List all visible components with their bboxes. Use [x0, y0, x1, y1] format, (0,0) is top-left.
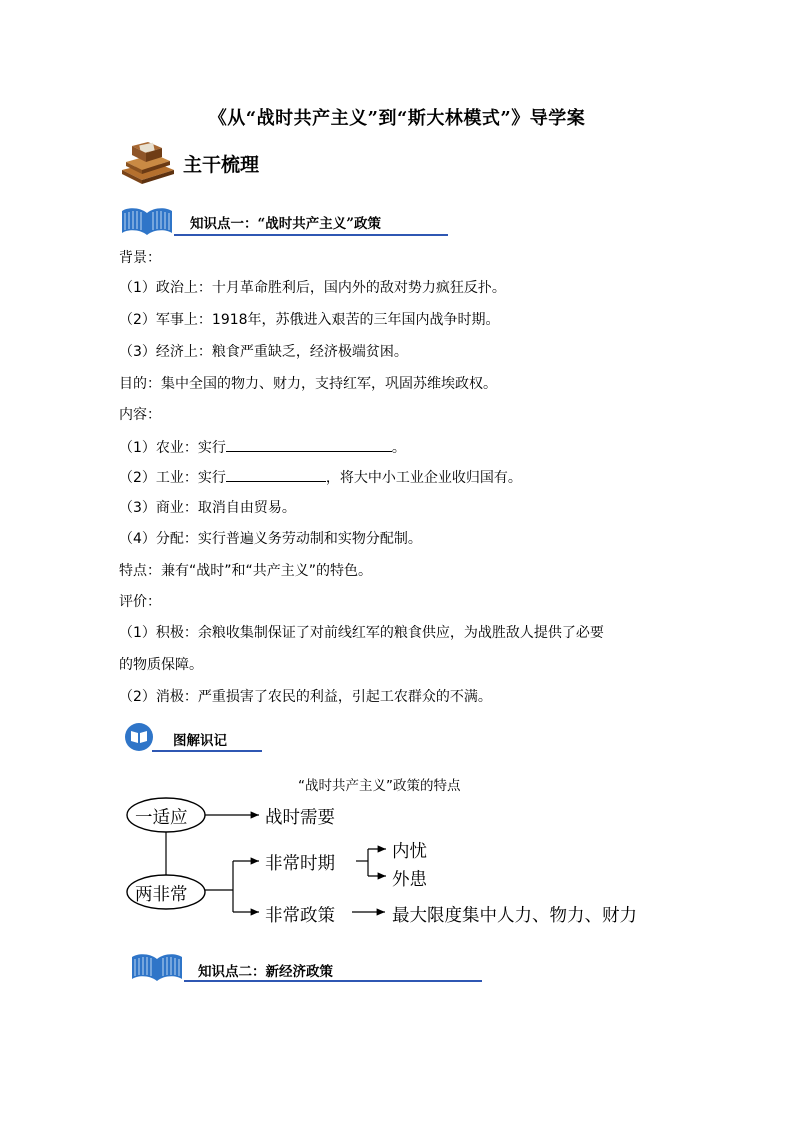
content-industry-end: ，将大中小工业企业收归国有。 [325, 470, 522, 486]
node-adapt-label: 一适应 [135, 808, 188, 828]
text-line: （4）分配：实行普遍义务劳动制和实物分配制。 [119, 531, 422, 547]
section2-underline [184, 980, 482, 982]
branch1-label: 非常时期 [265, 854, 335, 874]
content-agriculture-end: 。 [391, 440, 406, 456]
section1-heading: 知识点一：“战时共产主义”政策 [190, 216, 382, 232]
diagram-caption: “战时共产主义”政策的特点 [298, 778, 461, 794]
branch1-item-b: 外患 [392, 870, 427, 890]
illustration-heading: 图解识记 [173, 733, 227, 749]
text-line: 目的：集中全国的物力、财力，支持红军，巩固苏维埃政权。 [119, 376, 497, 392]
text-line: 特点：兼有“战时”和“共产主义”的特色。 [119, 563, 373, 579]
text-line: （3）经济上：粮食严重缺乏，经济极端贫困。 [119, 344, 408, 360]
node-two-label: 两非常 [135, 885, 188, 905]
content-agriculture-label: （1）农业：实行 [119, 440, 226, 456]
branch1-item-a: 内忧 [392, 842, 427, 862]
node-adapt-target: 战时需要 [265, 808, 335, 828]
content-industry-label: （2）工业：实行 [119, 470, 226, 486]
branch2-label: 非常政策 [265, 906, 335, 926]
open-book-icon [130, 951, 184, 983]
text-line: 的物质保障。 [119, 657, 203, 673]
section2-heading: 知识点二：新经济政策 [198, 964, 333, 980]
text-line: 内容： [119, 407, 161, 423]
text-line: （3）商业：取消自由贸易。 [119, 500, 296, 516]
text-line: （2）军事上：1918年，苏俄进入艰苦的三年国内战争时期。 [119, 312, 500, 328]
page-title: 《从“战时共产主义”到“斯大林模式”》导学案 [208, 108, 586, 129]
text-line: 评价： [119, 594, 161, 610]
text-line: 背景： [119, 250, 161, 266]
main-heading: 主干梳理 [183, 154, 260, 176]
text-line: （2）消极：严重损害了农民的利益，引起工农群众的不满。 [119, 689, 492, 705]
text-line: （1）积极：余粮收集制保证了对前线红军的粮食供应，为战胜敌人提供了必要 [119, 625, 604, 641]
text-line: （1）政治上：十月革命胜利后，国内外的敌对势力疯狂反扑。 [119, 280, 506, 296]
branch2-target: 最大限度集中人力、物力、财力 [392, 906, 637, 926]
